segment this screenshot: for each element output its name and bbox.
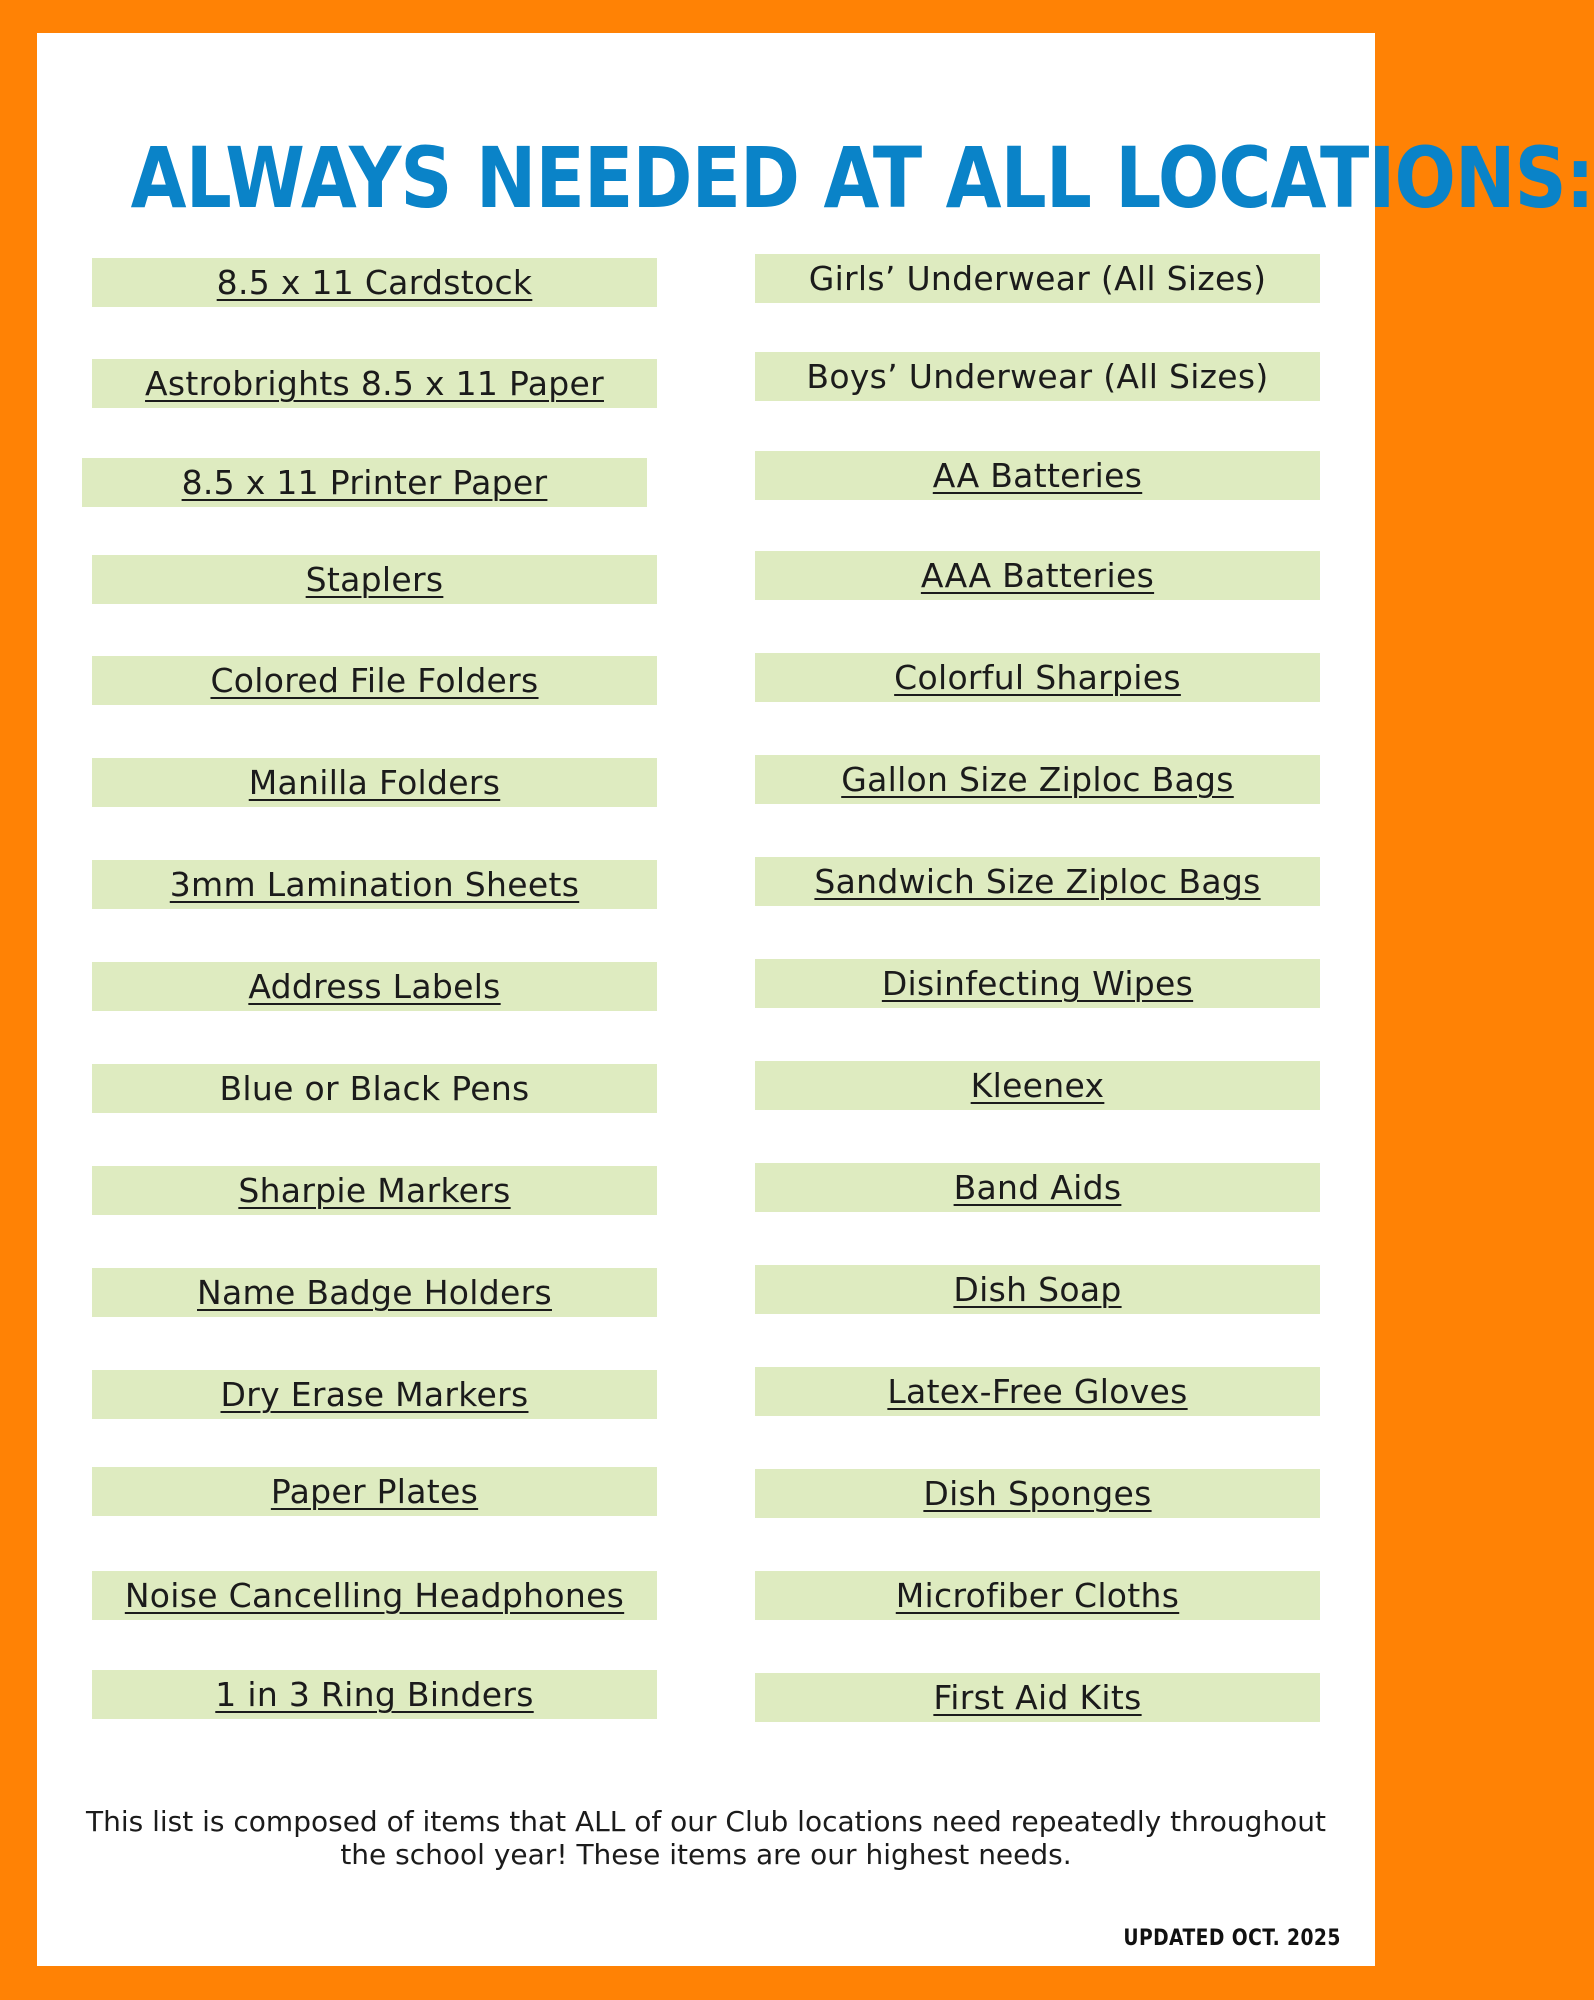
list-item[interactable]: Microfiber Cloths	[755, 1571, 1320, 1620]
list-item[interactable]: Dish Soap	[755, 1265, 1320, 1314]
list-item: Girls’ Underwear (All Sizes)	[755, 254, 1320, 303]
list-item[interactable]: 1 in 3 Ring Binders	[92, 1670, 657, 1719]
list-item[interactable]: Sandwich Size Ziploc Bags	[755, 857, 1320, 906]
list-item[interactable]: Sharpie Markers	[92, 1166, 657, 1215]
list-item[interactable]: Colorful Sharpies	[755, 653, 1320, 702]
list-item[interactable]: Address Labels	[92, 962, 657, 1011]
list-item: Blue or Black Pens	[92, 1064, 657, 1113]
list-item[interactable]: Staplers	[92, 555, 657, 604]
list-item[interactable]: Dish Sponges	[755, 1469, 1320, 1518]
list-item: Boys’ Underwear (All Sizes)	[755, 352, 1320, 401]
list-item[interactable]: Paper Plates	[92, 1467, 657, 1516]
list-item[interactable]: AA Batteries	[755, 451, 1320, 500]
list-item[interactable]: 8.5 x 11 Cardstock	[92, 258, 657, 307]
list-item[interactable]: Kleenex	[755, 1061, 1320, 1110]
list-item[interactable]: Astrobrights 8.5 x 11 Paper	[92, 359, 657, 408]
list-item[interactable]: First Aid Kits	[755, 1673, 1320, 1722]
list-item[interactable]: Gallon Size Ziploc Bags	[755, 755, 1320, 804]
page-title: ALWAYS NEEDED AT ALL LOCATIONS:	[130, 129, 1594, 227]
list-item[interactable]: Manilla Folders	[92, 758, 657, 807]
list-item[interactable]: Disinfecting Wipes	[755, 959, 1320, 1008]
list-item[interactable]: 8.5 x 11 Printer Paper	[82, 458, 647, 507]
list-item[interactable]: Latex-Free Gloves	[755, 1367, 1320, 1416]
list-item[interactable]: Dry Erase Markers	[92, 1370, 657, 1419]
updated-date: UPDATED OCT. 2025	[1123, 1926, 1341, 1951]
list-item[interactable]: Band Aids	[755, 1163, 1320, 1212]
list-item[interactable]: AAA Batteries	[755, 551, 1320, 600]
footer-note: This list is composed of items that ALL of our Club locations need repeatedly throughout the school year! These items are our highest needs.	[85, 1805, 1327, 1871]
list-item[interactable]: 3mm Lamination Sheets	[92, 860, 657, 909]
flyer-page	[37, 33, 1594, 1966]
list-item[interactable]: Colored File Folders	[92, 656, 657, 705]
list-item[interactable]: Name Badge Holders	[92, 1268, 657, 1317]
list-item[interactable]: Noise Cancelling Headphones	[92, 1571, 657, 1620]
